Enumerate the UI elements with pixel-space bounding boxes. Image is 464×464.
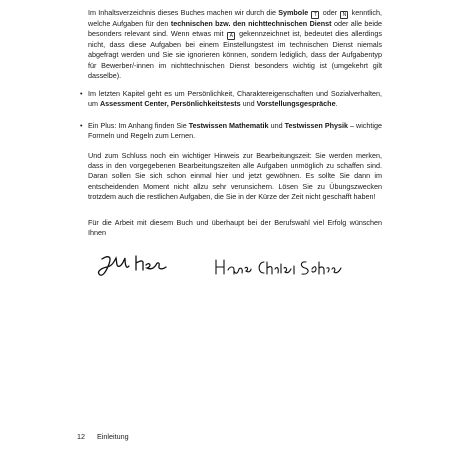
symbols-label: Symbole: [278, 8, 309, 17]
bullet-2-text-2: und: [268, 121, 285, 130]
wishes-paragraph: Für die Arbeit mit diesem Buch und überhaupt bei der Berufswahl viel Erfolg wünschen Ihnen: [88, 218, 382, 238]
intro-paragraph: [88, 8, 382, 81]
bullet-2-text-1: Ein Plus: Im Anhang finden Sie: [88, 121, 189, 130]
intro-text-4: oder alle beide besonders relevant sind. Wenn etwas mit: [88, 19, 382, 39]
bullet-2-text-3: – wichtige Formeln und Regeln zum Lernen.: [88, 121, 382, 141]
bullet-item-1: [88, 89, 382, 109]
bullet-marker-1: •: [80, 89, 83, 98]
technical-service-symbol-icon: T: [311, 11, 319, 19]
section-name: Einleitung: [97, 432, 129, 441]
nontechnical-service-symbol-icon: N: [340, 11, 348, 19]
page-footer: [77, 432, 129, 441]
service-type-bold: technischen bzw. den nichttechnischen Dienst: [170, 19, 332, 28]
bullet-1-bold-1: Assessment Center, Persönlichkeitstests: [99, 99, 241, 109]
intro-text-2: oder: [320, 8, 340, 17]
signature-hans-christian-schrader: [212, 254, 344, 280]
bullet-item-2: [88, 121, 382, 141]
bullet-1-text-3: .: [335, 99, 338, 109]
signature-juergen-hesse: [96, 250, 174, 284]
bullet-2-bold-1: Testwissen Mathematik: [188, 121, 269, 130]
bullet-1-bold-2: Vorstellungsgespräche: [256, 99, 336, 109]
intro-text-3: kenntlich, welche Aufgaben für den: [88, 8, 382, 28]
intro-text-1: Im Inhaltsverzeichnis dieses Buches machen wir durch die: [88, 8, 279, 17]
bullet-marker-2: •: [80, 121, 83, 130]
page-number: 12: [77, 432, 85, 441]
bullet-2-bold-2: Testwissen Physik: [284, 121, 348, 130]
intro-text-5: gekennzeichnet ist, bedeutet dies allerdings nicht, dass diese Aufgaben bei einem Einstellungstest im technischen Dienst niemals abgefragt werden und Sie sie ignorieren können, sondern lediglich, dass der Aufgabentyp für Bewerber/-innen im nichttechnischen Dienst besonders wichtig ist (umgekehrt gilt dasselbe).: [88, 29, 382, 80]
bullet-1-text-1: Im letzten Kapitel geht es um Persönlichkeit, Charaktereigenschaften und Sozialverhalten, um: [88, 89, 382, 109]
all-services-symbol-icon: A: [227, 32, 235, 40]
closing-paragraph: Und zum Schluss noch ein wichtiger Hinweis zur Bearbeitungszeit: Sie werden merken, dass in den vorgegebenen Bearbeitungszeiten alle Aufgaben unmöglich zu schaffen sind. Daran sollen Sie sich schon einmal hier und jetzt gewöhnen. Es sollte Sie dann im entscheidenden Moment nicht allzu sehr verunsichern. Lösen Sie zu Übungszwecken trotzdem auch die restlichen Aufgaben, die Sie in der Kürze der Zeit nicht geschafft haben!: [88, 151, 382, 201]
bullet-1-text-2: und: [240, 99, 257, 109]
